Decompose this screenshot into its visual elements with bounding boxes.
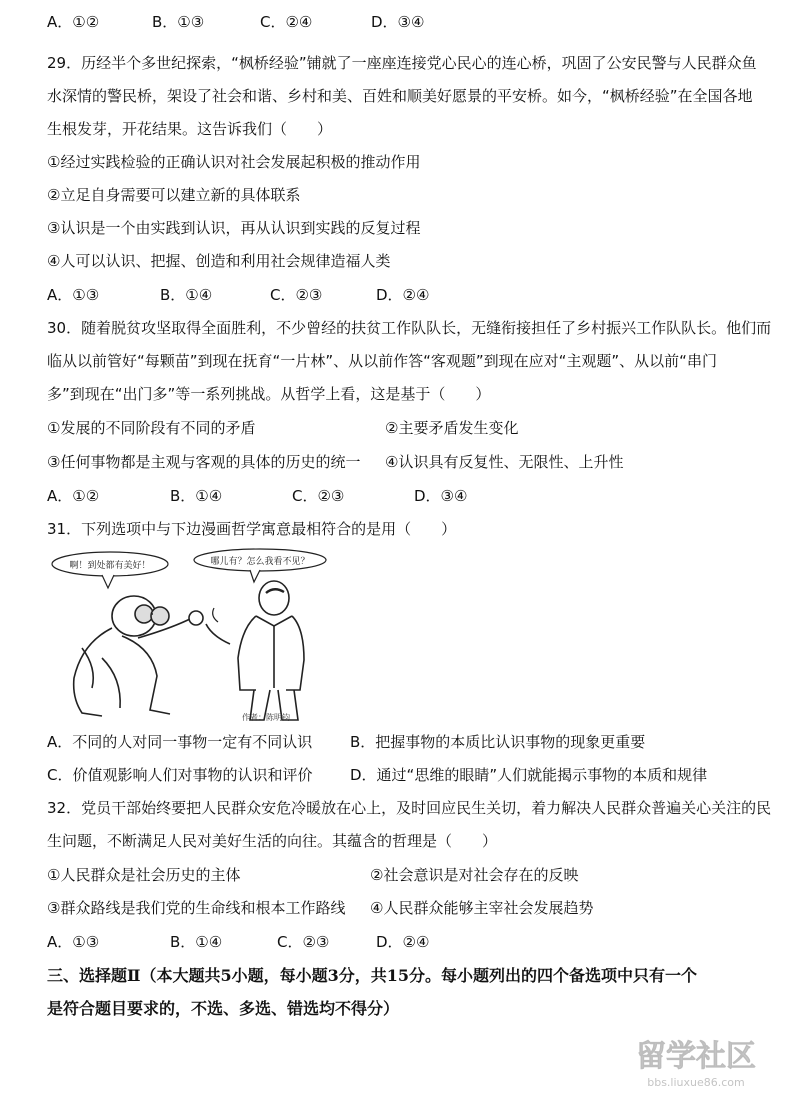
- q29-item-4: ④人可以认识、把握、创造和利用社会规律造福人类: [47, 252, 391, 270]
- q32-item-3: ③群众路线是我们党的生命线和根本工作路线: [47, 899, 346, 917]
- site-watermark-logo: [616, 1032, 776, 1092]
- q30-option-b: B．①④: [170, 487, 223, 505]
- bubble-right-text: 哪儿有？怎么我看不见？: [210, 557, 310, 567]
- q30-stem-line-3: 多”到现在“出门多”等一系列挑战。从哲学上看，这是基于（ ）: [47, 385, 491, 403]
- q29-stem-line-3: 生根发芽，开花结果。这告诉我们（ ）: [47, 120, 333, 138]
- q29-option-c: C．②③: [270, 286, 323, 304]
- q32-option-c: C．②③: [277, 933, 330, 951]
- q32-stem-line-1: 32．党员干部始终要把人民群众安危冷暖放在心上，及时回应民生关切，着力解决人民群众普遍关心关注的民: [47, 799, 772, 817]
- q28-option-c: C．②④: [260, 13, 313, 31]
- q28-option-a: A．①②: [47, 13, 100, 31]
- q30-item-3: ③任何事物都是主观与客观的具体的历史的统一: [47, 453, 361, 471]
- q29-item-1: ①经过实践检验的正确认识对社会发展起积极的推动作用: [47, 153, 421, 171]
- bubble-left-text: 啊！到处都有美好！: [69, 561, 151, 571]
- q30-stem-line-2: 临从以前管好“每颗苗”到现在抚育“一片林”、从以前作答“客观题”到现在应对“主观题”、从以前“串门: [47, 352, 717, 370]
- q32-item-2: ②社会意识是对社会存在的反映: [370, 866, 579, 884]
- q30-item-1: ①发展的不同阶段有不同的矛盾: [47, 419, 256, 437]
- old-man-figure: [74, 596, 203, 716]
- man-in-suit-figure: [206, 581, 304, 720]
- q31-option-d: D．通过“思维的眼睛”人们就能揭示事物的本质和规律: [350, 766, 708, 784]
- q31-option-c: C．价值观影响人们对事物的认识和评价: [47, 766, 313, 784]
- q32-option-d: D．②④: [376, 933, 430, 951]
- q31-option-b: B．把握事物的本质比认识事物的现象更重要: [350, 733, 646, 751]
- q31-option-a: A．不同的人对同一事物一定有不同认识: [47, 733, 313, 751]
- q30-option-d: D．③④: [414, 487, 468, 505]
- q29-option-b: B．①④: [160, 286, 213, 304]
- q30-option-c: C．②③: [292, 487, 345, 505]
- q29-stem-line-1: 29．历经半个多世纪探索，“枫桥经验”铺就了一座座连接党心民心的连心桥，巩固了公安民警与人民群众鱼: [47, 54, 757, 72]
- q30-item-4: ④认识具有反复性、无限性、上升性: [385, 453, 624, 471]
- cartoon-illustration: [42, 548, 332, 726]
- section-3-title-line-1: 三、选择题Ⅱ（本大题共5小题，每小题3分，共15分。每小题列出的四个备选项中只有一个: [47, 966, 698, 985]
- q28-option-d: D．③④: [371, 13, 425, 31]
- q32-option-b: B．①④: [170, 933, 223, 951]
- q29-option-d: D．②④: [376, 286, 430, 304]
- q29-option-a: A．①③: [47, 286, 100, 304]
- cartoon-credit: 作者：陈明钧: [242, 713, 290, 722]
- q32-option-a: A．①③: [47, 933, 100, 951]
- q30-option-a: A．①②: [47, 487, 100, 505]
- q29-item-3: ③认识是一个由实践到认识，再从认识到实践的反复过程: [47, 219, 421, 237]
- q31-stem: 31．下列选项中与下边漫画哲学寓意最相符合的是用（ ）: [47, 520, 457, 538]
- q32-item-1: ①人民群众是社会历史的主体: [47, 866, 241, 884]
- watermark-brand: 留学社区: [636, 1039, 756, 1074]
- section-3-title-line-2: 是符合题目要求的，不选、多选、错选均不得分）: [47, 999, 400, 1018]
- q28-option-b: B．①③: [152, 13, 205, 31]
- watermark-url: bbs.liuxue86.com: [647, 1076, 745, 1089]
- q32-item-4: ④人民群众能够主宰社会发展趋势: [370, 899, 594, 917]
- q29-item-2: ②立足自身需要可以建立新的具体联系: [47, 186, 301, 204]
- q32-stem-line-2: 生问题，不断满足人民对美好生活的向往。其蕴含的哲理是（ ）: [47, 832, 498, 850]
- q29-stem-line-2: 水深情的警民桥，架设了社会和谐、乡村和美、百姓和顺美好愿景的平安桥。如今，“枫桥经验”在全国各地: [47, 87, 753, 105]
- q30-item-2: ②主要矛盾发生变化: [385, 419, 519, 437]
- q30-stem-line-1: 30．随着脱贫攻坚取得全面胜利，不少曾经的扶贫工作队队长，无缝衔接担任了乡村振兴工作队队长。他们而: [47, 319, 772, 337]
